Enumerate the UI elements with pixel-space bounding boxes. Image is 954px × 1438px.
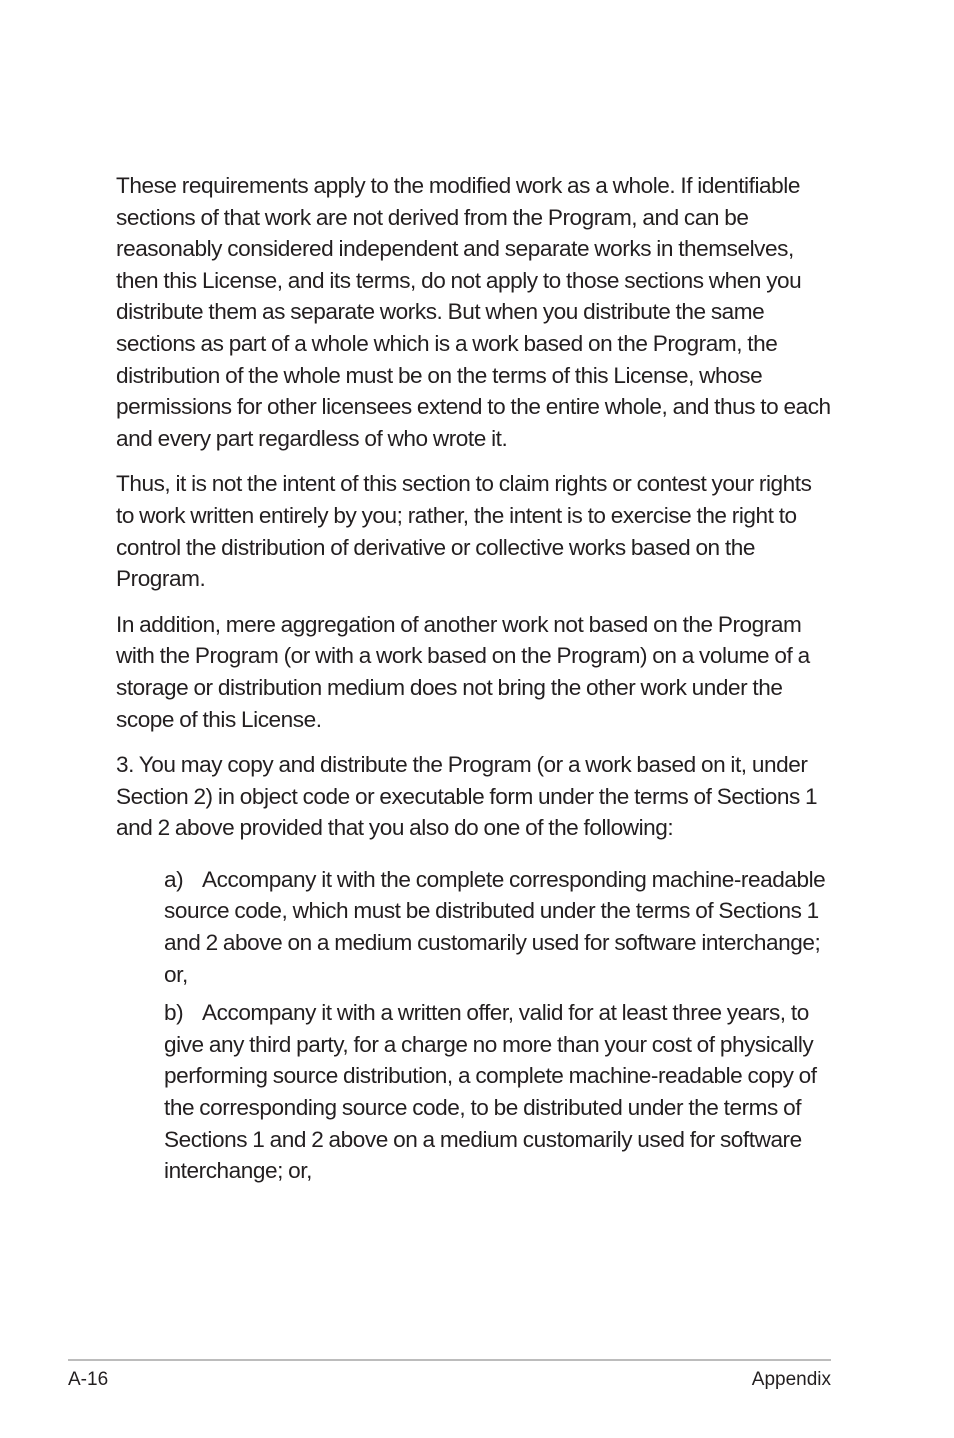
- page-body: [116, 170, 834, 1194]
- list-item-label: b): [164, 1000, 184, 1026]
- list-item-text: Accompany it with the complete corresponding machine-readable source code, which must be distributed under the terms of Sections 1 and 2 above on a medium customarily used for software interchange; or,: [164, 866, 826, 987]
- list-item: [164, 997, 834, 1187]
- paragraph: In addition, mere aggregation of another work not based on the Program with the Program (or with a work based on the Program) on a volume of a storage or distribution medium does not bring the other work under the scope of this License.: [116, 611, 810, 732]
- paragraph: Thus, it is not the intent of this section to claim rights or contest your rights to work written entirely by you; rather, the intent is to exercise the right to control the distribution of derivative or collective works based on the Program.: [116, 471, 812, 592]
- list-item-text: Accompany it with a written offer, valid for at least three years, to give any third party, for a charge no more than your cost of physically performing source distribution, a complete machine-readable copy of the corresponding source code, to be distributed under the terms of Sections 1 and 2 above on a medium customarily used for software interchange; or,: [164, 1000, 817, 1184]
- paragraph: These requirements apply to the modified work as a whole. If identifiable sections of that work are not derived from the Program, and can be reasonably considered independent and separate works in themselves, then this License, and its terms, do not apply to those sections when you distribute them as separate works. But when you distribute the same sections as part of a whole which is a work based on the Program, the distribution of the whole must be on the terms of this License, whose permissions for other licensees extend to the entire whole, and thus to each and every part regardless of who wrote it.: [116, 173, 831, 451]
- footer-divider: [68, 1359, 831, 1361]
- paragraph: 3. You may copy and distribute the Program (or a work based on it, under Section 2) in object code or executable form under the terms of Sections 1 and 2 above provided that you also do one of the following:: [116, 752, 818, 841]
- list-item: [164, 864, 834, 990]
- page-number: A-16: [68, 1369, 109, 1390]
- footer-section-title: Appendix: [751, 1369, 831, 1390]
- option-list: [164, 864, 834, 1187]
- list-item-label: a): [164, 866, 184, 892]
